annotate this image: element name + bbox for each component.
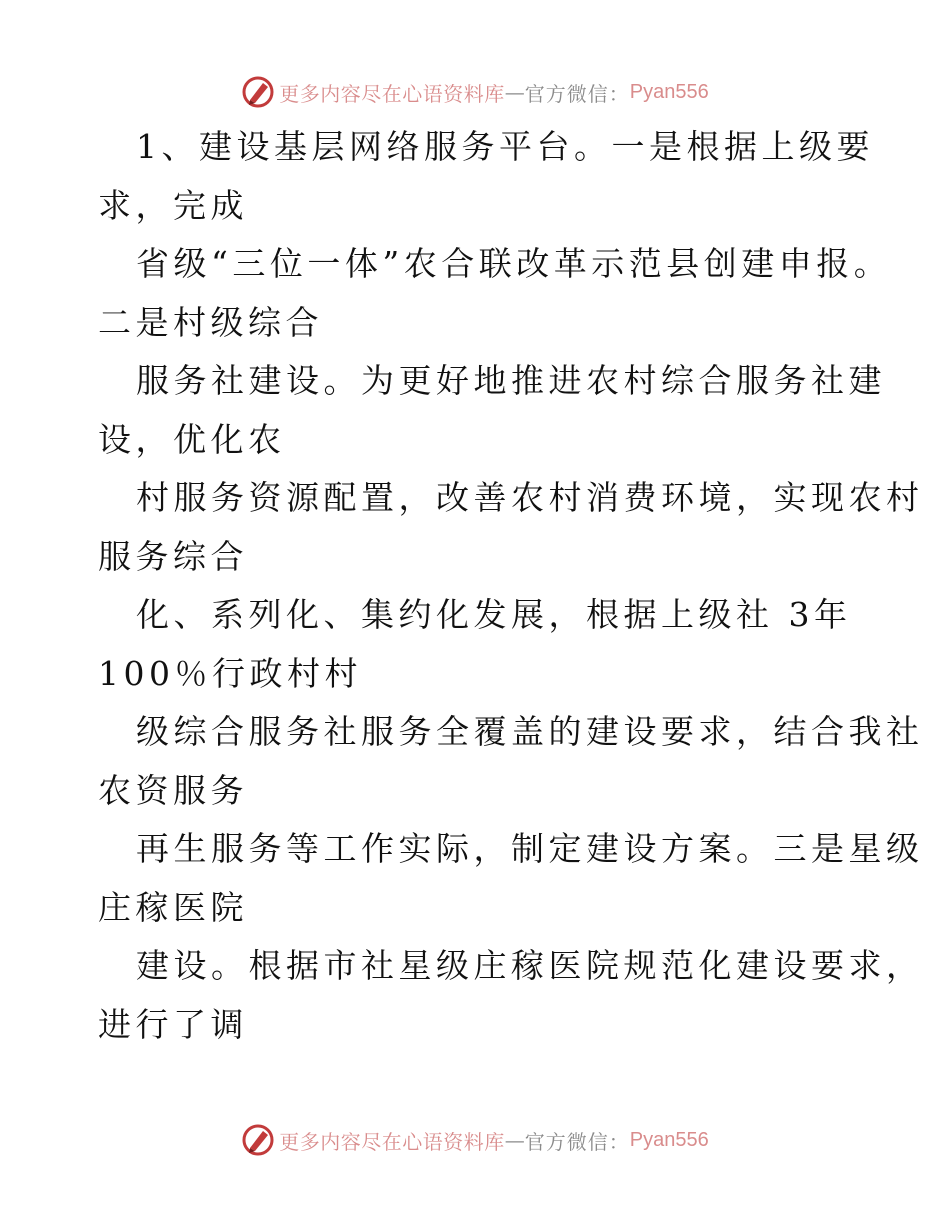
body-line: 服务综合 [98,536,248,576]
body-line: 100％行政村村 [98,653,362,693]
banner-wechat-label: 官方微信： [524,81,630,106]
body-line: 二是村级综合 [98,302,323,342]
body-line: 服务社建设。为更好地推进农村综合服务社建 [136,361,886,400]
body-line: 建设。根据市社星级庄稼医院规范化建设要求， [136,946,924,985]
pen-logo-icon [241,75,275,109]
banner-wechat-id: Pyan556 [629,80,709,103]
body-line: 级综合服务社服务全覆盖的建设要求，结合我社 [136,712,924,751]
body-line: 化、系列化、集约化发展，根据上级社 3年 [136,595,852,634]
banner-dash: — [504,1128,525,1152]
banner-wechat-label: 官方微信： [524,1129,630,1154]
banner-wechat-id: Pyan556 [629,1128,709,1151]
body-line: 庄稼医院 [98,887,248,927]
banner-text: 更多内容尽在心语资料库 [279,1129,505,1154]
banner-dash: — [504,80,525,104]
body-line: 农资服务 [98,770,248,810]
body-line: 村服务资源配置，改善农村消费环境，实现农村 [136,478,924,517]
header-banner [0,72,950,112]
document-body [98,118,924,1054]
body-line: 省级“三位一体”农合联改革示范县创建申报。 [136,244,892,283]
body-line: 进行了调 [98,1004,248,1044]
body-line: 1、建设基层网络服务平台。一是根据上级要 [136,127,874,166]
footer-banner [0,1120,950,1160]
body-line: 求，完成 [98,185,248,225]
banner-text: 更多内容尽在心语资料库 [279,81,505,106]
pen-logo-icon [241,1123,275,1157]
body-line: 再生服务等工作实际，制定建设方案。三是星级 [136,829,924,868]
body-line: 设，优化农 [98,419,286,459]
